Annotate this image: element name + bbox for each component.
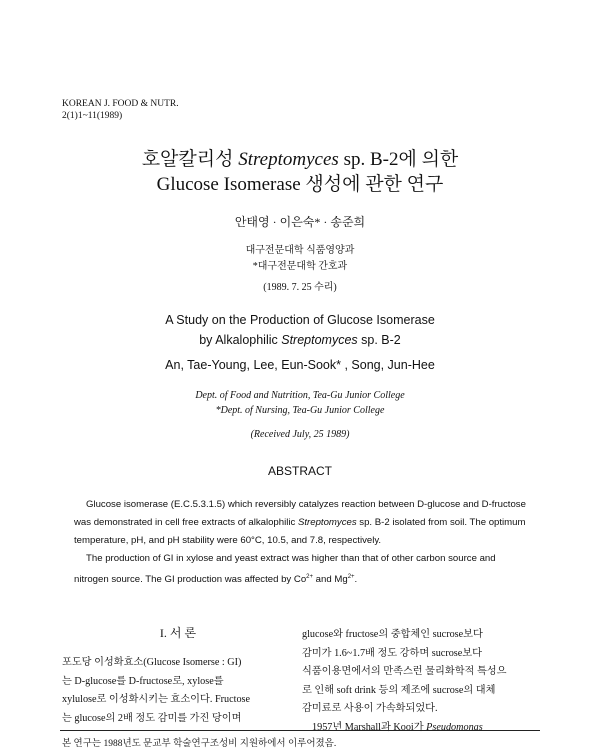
english-title-line2 (0, 333, 600, 347)
abstract-p1-genus: Streptomyces (297, 517, 357, 528)
korean-title-line1 (0, 148, 600, 172)
left-col-line: 는 glucose의 2배 정도 감미를 가진 당이며 (62, 712, 242, 724)
english-title-line1: A Study on the Production of Glucose Isomerase (165, 313, 435, 327)
right-col-line: 감미가 1.6~1.7배 정도 강하며 sucrose보다 (302, 647, 482, 659)
right-col-line: glucose와 fructose의 중합체인 sucrose보다 (302, 629, 483, 640)
abstract-p2-mid: and Mg (313, 574, 348, 586)
footnote-rule (60, 730, 540, 731)
left-col-line: xylulose로 이성화시키는 효소이다. Fructose (62, 694, 251, 705)
abstract-paragraph-2 (74, 550, 530, 589)
right-col-line: 감미료로 사용이 가속화되었다. (302, 703, 438, 714)
korean-affiliation-1: 대구전문대학 식품영양과 (245, 245, 355, 256)
footnote: 본 연구는 1988년도 문교부 학술연구조성비 지원하에서 이루어졌음. (62, 739, 337, 749)
abstract-paragraph-1 (74, 496, 530, 550)
korean-affiliation-2: *대구전문대학 간호과 (252, 261, 348, 272)
korean-title-prefix: 호알칼리성 (141, 149, 234, 170)
english-title-genus: Streptomyces (281, 333, 358, 347)
abstract-body (74, 496, 530, 589)
right-col-line6-text: 1957년 Marshall과 Kooi가 (312, 721, 424, 733)
cobalt-charge: 2+ (306, 574, 314, 580)
korean-received: (1989. 7. 25 수리) (263, 282, 337, 293)
english-received: (Received July, 25 1989) (250, 429, 350, 440)
abstract-p2-end: . (354, 574, 358, 586)
journal-citation: 2(1)1~11(1989) (62, 111, 123, 121)
journal-header (62, 98, 179, 122)
english-authors: An, Tae-Young, Lee, Eun-Sook* , Song, Jun-Hee (165, 358, 435, 372)
abstract-p2-text: The production of GI in xylose and yeast extract was higher than that of other carbon source and nitrogen source. The GI production was affected by Co (74, 553, 496, 586)
right-col-line: 식품이용면에서의 만족스런 물리화학적 특성으 (302, 666, 507, 677)
section-heading-introduction: I. 서 론 (159, 626, 197, 640)
english-title-prefix: by Alkalophilic (199, 333, 278, 347)
english-affiliation-2: *Dept. of Nursing, Tea-Gu Junior College (215, 405, 385, 416)
korean-authors: 안태영 · 이은숙* · 송준희 (234, 215, 366, 229)
left-col-line: 는 D-glucose를 D-fructose로, xylose를 (62, 675, 224, 687)
abstract-p1-text-end: sp. B-2 isolated from soil. The optimum temperature, pH, and pH stability were 60°C, 10.5, and 7.8, respectively. (74, 517, 526, 546)
right-col-line6-genus: Pseudomonas (426, 721, 483, 733)
right-col-line: 로 인해 soft drink 등의 제조에 sucrose의 대체 (302, 684, 496, 696)
left-col-line: 포도당 이성화효소(Glucose Isomerse : GI) (62, 657, 242, 668)
english-affiliation-1: Dept. of Food and Nutrition, Tea-Gu Junior College (195, 390, 405, 401)
english-title-suffix: sp. B-2 (361, 333, 401, 347)
magnesium-charge: 2+ (347, 574, 355, 580)
right-col-line-6 (302, 719, 538, 738)
korean-title-line2: Glucose Isomerase 생성에 관한 연구 (156, 174, 444, 195)
abstract-heading: ABSTRACT (267, 464, 332, 478)
korean-title-suffix: sp. B-2에 의한 (343, 149, 459, 170)
journal-name: KOREAN J. FOOD & NUTR. (62, 99, 179, 109)
left-column (62, 654, 294, 728)
abstract-p1-text: Glucose isomerase (E.C.5.3.1.5) which reversibly catalyzes reaction between D-glucose and D-fructose was demonstrated in cell free extracts of alkalophilic (74, 499, 526, 528)
korean-title-genus: Streptomyces (238, 149, 339, 170)
right-column (302, 626, 538, 737)
